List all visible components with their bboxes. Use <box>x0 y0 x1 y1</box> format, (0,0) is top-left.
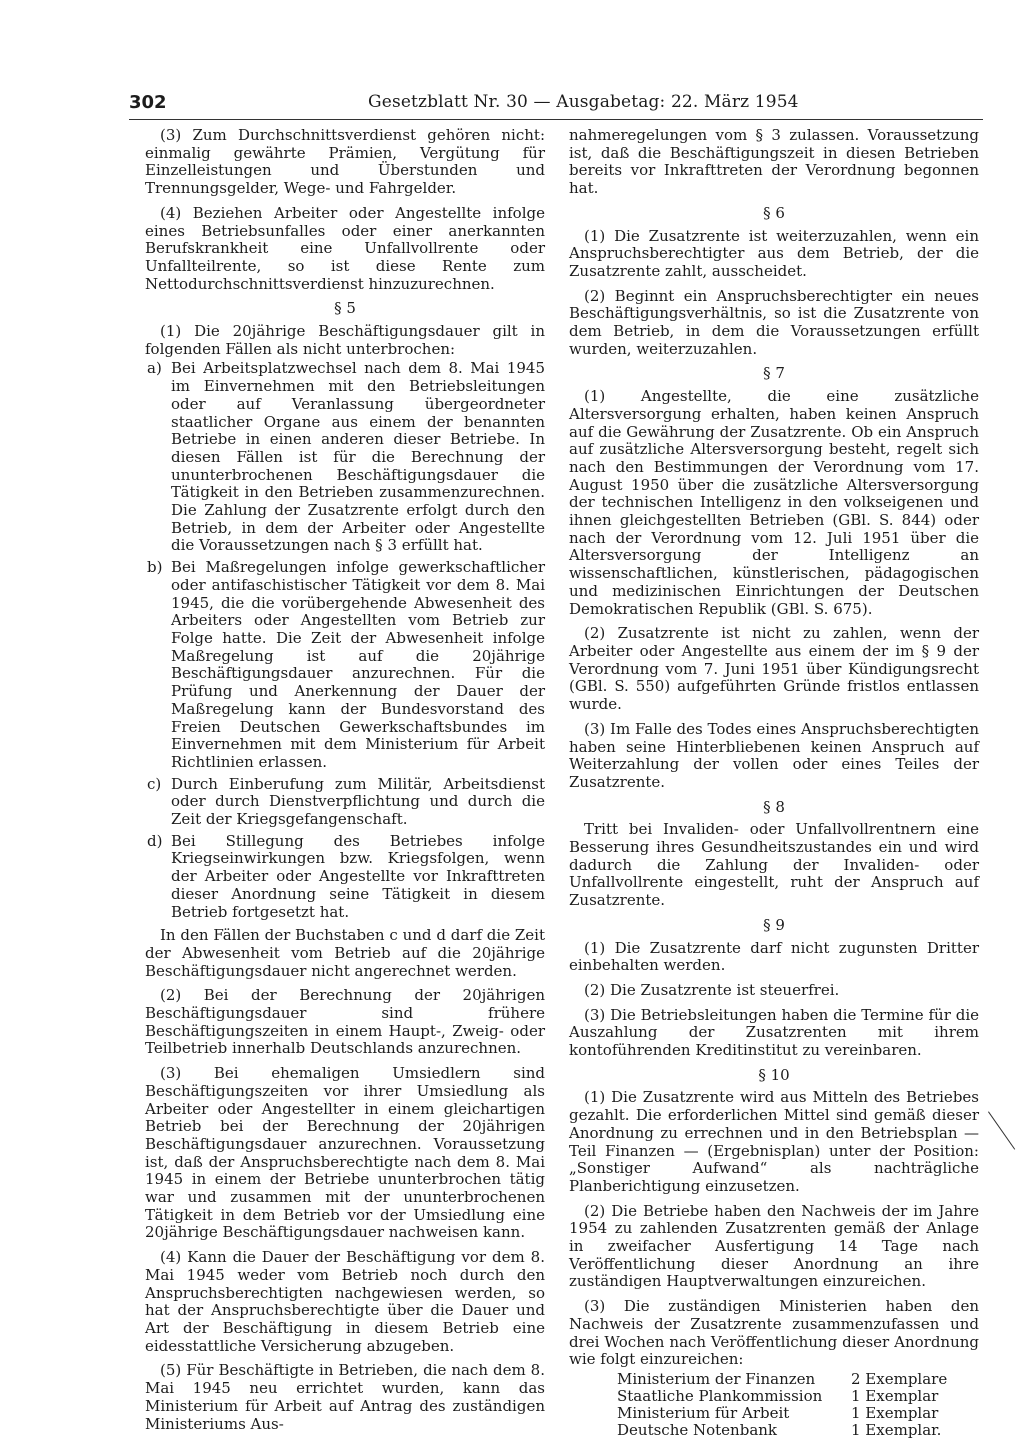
paragraph-s10-1: (1) Die Zusatzrente wird aus Mitteln des Betriebes gezahlt. Die erforderlichen Mittel sind gemäß dieser Anordnung zu errechnen und in den Betriebsplan — Teil Finanzen — (Ergebnisplan) unter der Position: „Sonstiger Aufwand“ als nachträgliche Planberichtigung einzusetzen. <box>569 1088 979 1195</box>
section-heading-10: § 10 <box>758 1065 790 1084</box>
distribution-row <box>617 1371 979 1388</box>
distribution-recipient: Staatliche Plankommission <box>617 1387 823 1405</box>
paragraph-s5-5-continued: nahmeregelungen vom § 3 zulassen. Voraussetzung ist, daß die Beschäftigungszeit in diesen Betrieben bereits vor Inkrafttreten der Verordnung begonnen hat. <box>569 126 979 198</box>
running-title: Gesetzblatt Nr. 30 — Ausgabetag: 22. März 1954 <box>368 92 799 112</box>
paragraph-s5-1: (1) Die 20jährige Beschäftigungsdauer gilt in folgenden Fällen als nicht unterbrochen: <box>145 322 545 358</box>
left-column <box>145 127 545 1440</box>
paragraph-s4-3: (3) Zum Durchschnittsverdienst gehören nicht: einmalig gewährte Prämien, Vergütung für Einzelleistungen und Überstunden und Trennungsgelder, Wege- und Fahrgelder. <box>145 126 545 198</box>
list-item-b <box>145 559 545 771</box>
distribution-recipient: Ministerium für Arbeit <box>617 1404 790 1422</box>
item-text: Bei Stillegung des Betriebes infolge Kriegseinwirkungen bzw. Kriegsfolgen, wenn der Arbeiter oder Angestellte vor Inkrafttreten dieser Anordnung seine Tätigkeit in diesem Betrieb fortgesetzt hat. <box>171 831 545 921</box>
paragraph-s6-1: (1) Die Zusatzrente ist weiterzuzahlen, wenn ein Anspruchsberechtigter aus dem Betrieb, der die Zusatzrente zahlt, ausscheidet. <box>569 226 979 280</box>
section-heading-7: § 7 <box>763 364 785 383</box>
section-heading-5: § 5 <box>334 299 356 318</box>
lettered-list <box>145 360 545 921</box>
distribution-count: 1 Exemplar. <box>851 1421 942 1439</box>
distribution-row <box>617 1422 979 1439</box>
paragraph-s7-1: (1) Angestellte, die eine zusätzliche Altersversorgung erhalten, haben keinen Anspruch auf die Gewährung der Zusatzrente. Ob ein Anspruch auf zusätzliche Altersversorgung besteht, regelt sich nach den Bestimmungen der Verordnung vom 17. August 1950 über die zusätzliche Altersversorgung der technischen Intelligenz in den volkseigenen und ihnen gleichgestellten Betrieben (GBl. S. 844) oder nach der Verordnung vom 12. Juli 1951 über die Altersversorgung der Intelligenz an wissenschaftlichen, künstlerischen, pädagogischen und medizinischen Einrichtungen der Deutschen Demokratischen Republik (GBl. S. 675). <box>569 387 979 618</box>
distribution-list <box>617 1371 979 1439</box>
distribution-count: 2 Exemplare <box>851 1370 948 1388</box>
section-heading-8: § 8 <box>763 797 785 816</box>
right-column <box>569 127 979 1439</box>
paragraph-s4-4: (4) Beziehen Arbeiter oder Angestellte infolge eines Betriebsunfalles oder einer anerkannten Berufskrankheit eine Unfallvollrente oder Unfallteilrente, so ist diese Rente zum Nettodurchschnittsverdienst hinzuzurechnen. <box>145 203 545 293</box>
paragraph-s5-items-tail: In den Fällen der Buchstaben c und d darf die Zeit der Abwesenheit vom Betrieb auf die 20jährige Beschäftigungsdauer nicht angerechnet werden. <box>145 926 545 980</box>
section-heading-9: § 9 <box>763 915 785 934</box>
distribution-recipient: Deutsche Notenbank <box>617 1421 778 1439</box>
page-number: 302 <box>129 92 167 113</box>
item-text: Durch Einberufung zum Militär, Arbeitsdienst oder durch Dienstverpflichtung und durch die Zeit der Kriegsgefangenschaft. <box>171 774 545 829</box>
paragraph-s5-3: (3) Bei ehemaligen Umsiedlern sind Beschäftigungszeiten vor ihrer Umsiedlung als Arbeiter oder Angestellter in einem gleichartigen Betrieb bei der Berechnung der 20jährigen Beschäftigungsdauer anzurechnen. Voraussetzung ist, daß der Anspruchsberechtigte nach dem 8. Mai 1945 in einem der Betriebe ununterbrochen tätig war und zusammen mit der ununterbrochenen Tätigkeit in dem Betrieb vor der Umsiedlung eine 20jährige Beschäftigungsdauer nachweisen kann. <box>145 1064 545 1242</box>
paragraph-s9-3: (3) Die Betriebsleitungen haben die Termine für die Auszahlung der Zusatzrenten mit ihrem kontoführenden Kreditinstitut zu vereinbaren. <box>569 1005 979 1060</box>
distribution-row <box>617 1405 979 1422</box>
paragraph-s5-2: (2) Bei der Berechnung der 20jährigen Beschäftigungsdauer sind frühere Beschäftigungszeiten in einem Haupt-, Zweig- oder Teilbetrieb innerhalb Deutschlands anzurechnen. <box>145 986 545 1058</box>
paragraph-s6-2: (2) Beginnt ein Anspruchsberechtigter ein neues Beschäftigungsverhältnis, so ist die Zusatzrente von dem Betrieb, in dem die Voraussetzungen erfüllt wurden, weiterzuzahlen. <box>569 286 979 358</box>
list-item-d <box>145 833 545 922</box>
section-heading-6: § 6 <box>763 203 785 222</box>
paragraph-s10-3: (3) Die zuständigen Ministerien haben den Nachweis der Zusatzrente zusammenzufassen und drei Wochen nach Veröffentlichung dieser Anordnung wie folgt einzureichen: <box>569 1297 979 1369</box>
distribution-recipient: Ministerium der Finanzen <box>617 1370 816 1388</box>
item-text: Bei Maßregelungen infolge gewerkschaftlicher oder antifaschistischer Tätigkeit vor dem 8. Mai 1945, die die vorübergehende Abwesenheit des Arbeiters oder Angestellten vom Betrieb zur Folge hatte. Die Zeit der Abwesenheit infolge Maßregelung ist auf die 20jährige Beschäftigungsdauer anzurechnen. Für die Prüfung und Anerkennung der Dauer der Maßregelung kann der Bundesvorstand des Freien Deutschen Gewerkschaftsbundes im Einvernehmen mit dem Ministerium für Arbeit Richtlinien erlassen. <box>171 558 545 771</box>
page-header <box>129 92 799 116</box>
paragraph-s9-1: (1) Die Zusatzrente darf nicht zugunsten Dritter einbehalten werden. <box>569 938 979 975</box>
paragraph-s10-2: (2) Die Betriebe haben den Nachweis der im Jahre 1954 zu zahlenden Zusatzrenten gemäß der Anlage in zweifacher Ausfertigung 14 Tage nach Veröffentlichung dieser Anordnung an ihre zuständigen Hauptverwaltungen einzureichen. <box>569 1201 979 1291</box>
paragraph-s9-2: (2) Die Zusatzrente ist steuerfrei. <box>584 980 840 999</box>
paragraph-s5-5: (5) Für Beschäftigte in Betrieben, die nach dem 8. Mai 1945 neu errichtet wurden, kann das Ministerium für Arbeit auf Antrag des zuständigen Ministeriums Aus- <box>145 1361 545 1433</box>
margin-pencil-mark <box>988 1111 1015 1149</box>
header-rule <box>129 119 983 120</box>
distribution-row <box>617 1388 979 1405</box>
list-item-c <box>145 776 545 829</box>
distribution-count: 1 Exemplar <box>851 1404 939 1422</box>
distribution-count: 1 Exemplar <box>851 1387 939 1405</box>
item-letter: c) <box>147 774 162 793</box>
item-letter: b) <box>147 558 163 577</box>
list-item-a <box>145 360 545 555</box>
item-letter: a) <box>147 359 162 378</box>
item-letter: d) <box>147 831 163 850</box>
item-text: Bei Arbeitsplatzwechsel nach dem 8. Mai 1945 im Einvernehmen mit den Betriebsleitungen oder auf Veranlassung übergeordneter staatlicher Organe aus einem der benannten Betriebe in einen anderen dieser Betriebe. In diesen Fällen ist für die Berechnung der ununterbrochenen Beschäftigungsdauer die Tätigkeit in den Betrieben zusammenzurechnen. Die Zahlung der Zusatzrente erfolgt durch den Betrieb, in dem der Arbeiter oder Angestellte die Voraussetzungen nach § 3 erfüllt hat. <box>171 359 545 555</box>
paragraph-s8-1: Tritt bei Invaliden- oder Unfallvollrentnern eine Besserung ihres Gesundheitszustandes ein und wird dadurch die Zahlung der Invaliden- oder Unfallvollrente eingestellt, ruht der Anspruch auf Zusatzrente. <box>569 820 979 910</box>
paragraph-s7-3: (3) Im Falle des Todes eines Anspruchsberechtigten haben seine Hinterbliebenen keinen Anspruch auf Weiterzahlung der vollen oder eines Teiles der Zusatzrente. <box>569 719 979 791</box>
paragraph-s7-2: (2) Zusatzrente ist nicht zu zahlen, wenn der Arbeiter oder Angestellte aus einem der im § 9 der Verordnung vom 7. Juni 1951 über Kündigungsrecht (GBl. S. 550) aufgeführten Gründe fristlos entlassen wurde. <box>569 624 979 714</box>
paragraph-s5-4: (4) Kann die Dauer der Beschäftigung vor dem 8. Mai 1945 weder vom Betrieb noch durch den Anspruchsberechtigten nachgewiesen werden, so hat der Anspruchsberechtigte über die Dauer und Art der Beschäftigung in diesem Betrieb eine eidesstattliche Versicherung abzugeben. <box>145 1248 545 1355</box>
